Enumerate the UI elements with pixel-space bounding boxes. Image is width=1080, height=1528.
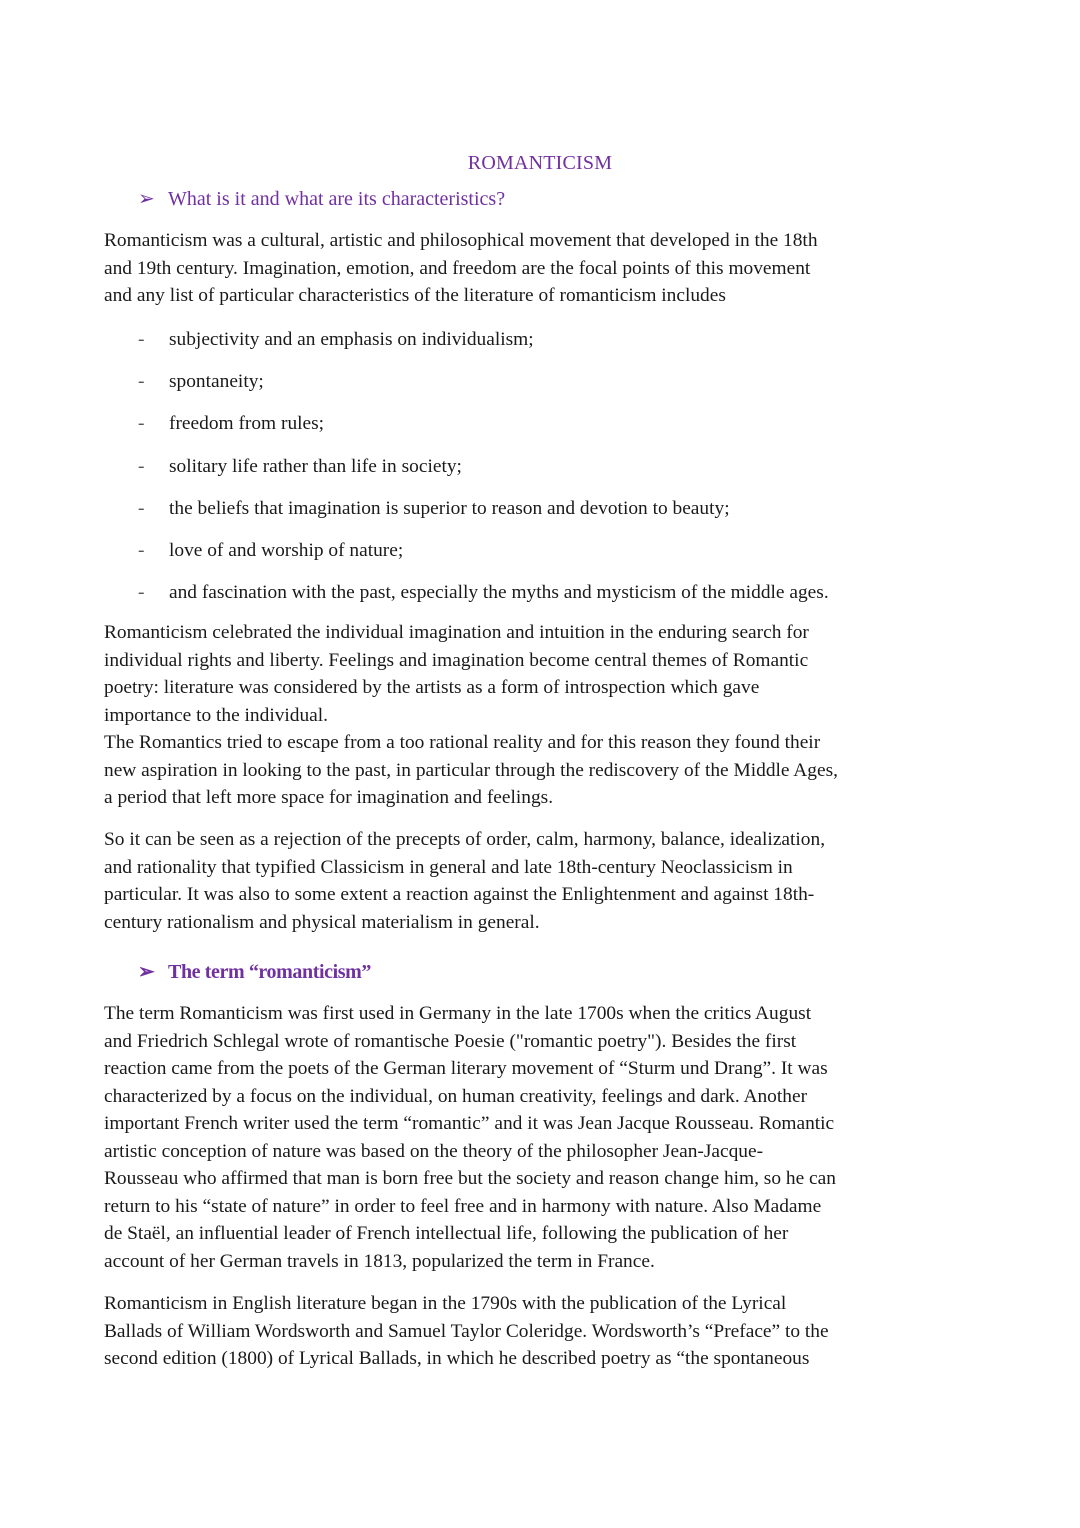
section-heading-characteristics — [138, 186, 505, 211]
paragraph-line: reaction came from the poets of the German literary movement of “Sturm und Drang”. It was — [104, 1058, 828, 1079]
list-item-text: solitary life rather than life in society; — [169, 455, 462, 477]
list-item-text: the beliefs that imagination is superior to reason and devotion to beauty; — [169, 497, 730, 519]
paragraph-line: a period that left more space for imagination and feelings. — [104, 787, 554, 808]
paragraph-line: The Romantics tried to escape from a too rational reality and for this reason they found their — [104, 732, 821, 753]
paragraph-line: important French writer used the term “romantic” and it was Jean Jacque Rousseau. Romantic — [104, 1113, 835, 1134]
dash-bullet: - — [138, 371, 145, 393]
paragraph-line: return to his “state of nature” in order to feel free and in harmony with nature. Also Madame — [104, 1195, 822, 1217]
paragraph-line: Romanticism was a cultural, artistic and philosophical movement that developed in the 18th — [104, 230, 818, 251]
rejection-paragraph — [104, 826, 984, 936]
paragraph-line: account of her German travels in 1813, popularized the term in France. — [104, 1250, 655, 1272]
paragraph-line: So it can be seen as a rejection of the precepts of order, calm, harmony, balance, idealization, — [104, 829, 826, 850]
list-item-text: love of and worship of nature; — [169, 539, 404, 561]
paragraph-line: The term Romanticism was first used in Germany in the late 1700s when the critics August — [104, 1003, 812, 1024]
list-item-text: freedom from rules; — [169, 413, 325, 435]
intro-paragraph — [104, 227, 984, 310]
paragraph-line: individual rights and liberty. Feelings and imagination become central themes of Romantic — [104, 649, 809, 671]
dash-bullet: - — [138, 413, 145, 435]
dash-bullet: - — [138, 582, 145, 604]
paragraph-line: and 19th century. Imagination, emotion, and freedom are the focal points of this movement — [104, 257, 811, 279]
paragraph-line: Romanticism in English literature began in the 1790s with the publication of the Lyrical — [104, 1293, 787, 1314]
paragraph-line: Romanticism celebrated the individual imagination and intuition in the enduring search for — [104, 622, 809, 643]
paragraph-line: Rousseau who affirmed that man is born free but the society and reason change him, so he can — [104, 1168, 836, 1189]
paragraph-line: new aspiration in looking to the past, in particular through the rediscovery of the Middle Ages, — [104, 759, 838, 781]
english-literature-paragraph — [104, 1290, 984, 1373]
paragraph-line: de Staël, an influential leader of French intellectual life, following the publication of her — [104, 1223, 789, 1244]
dash-bullet: - — [138, 539, 145, 561]
paragraph-line: particular. It was also to some extent a reaction against the Enlightenment and against 18th- — [104, 884, 815, 905]
paragraph-line: characterized by a focus on the individual, on human creativity, feelings and dark. Another — [104, 1085, 808, 1107]
dash-bullet: - — [138, 497, 145, 519]
list-item-text: and fascination with the past, especially the myths and mysticism of the middle ages. — [169, 582, 829, 604]
paragraph-line: Ballads of William Wordsworth and Samuel Taylor Coleridge. Wordsworth’s “Preface” to the — [104, 1320, 829, 1342]
list-item-text: spontaneity; — [169, 371, 264, 393]
arrow-bullet-icon: ➢ — [138, 961, 155, 983]
paragraph-line: and any list of particular characteristics of the literature of romanticism includes — [104, 285, 726, 306]
paragraph-line: importance to the individual. — [104, 704, 329, 726]
paragraph-line: century rationalism and physical materialism in general. — [104, 911, 540, 933]
document-title: ROMANTICISM — [467, 152, 613, 174]
dash-bullet: - — [138, 455, 145, 477]
paragraph-line: and Friedrich Schlegal wrote of romantische Poesie ("romantic poetry"). Besides the first — [104, 1030, 797, 1052]
section-heading-term — [138, 959, 371, 984]
term-origin-paragraph — [104, 1000, 984, 1275]
section-heading-text: What is it and what are its characteristics? — [168, 188, 506, 210]
paragraph-line: and rationality that typified Classicism in general and late 18th-century Neoclassicism in — [104, 856, 793, 878]
dash-bullet: - — [138, 329, 145, 350]
list-item-text: subjectivity and an emphasis on individualism; — [169, 329, 534, 350]
romanticism-celebrated-paragraph — [104, 619, 984, 812]
paragraph-line: artistic conception of nature was based on the theory of the philosopher Jean-Jacque- — [104, 1140, 764, 1162]
section-heading-text: The term “romanticism” — [168, 961, 372, 983]
arrow-bullet-icon: ➢ — [138, 188, 155, 210]
paragraph-line: poetry: literature was considered by the artists as a form of introspection which gave — [104, 677, 760, 698]
paragraph-line: second edition (1800) of Lyrical Ballads, in which he described poetry as “the spontaneous — [104, 1348, 810, 1369]
